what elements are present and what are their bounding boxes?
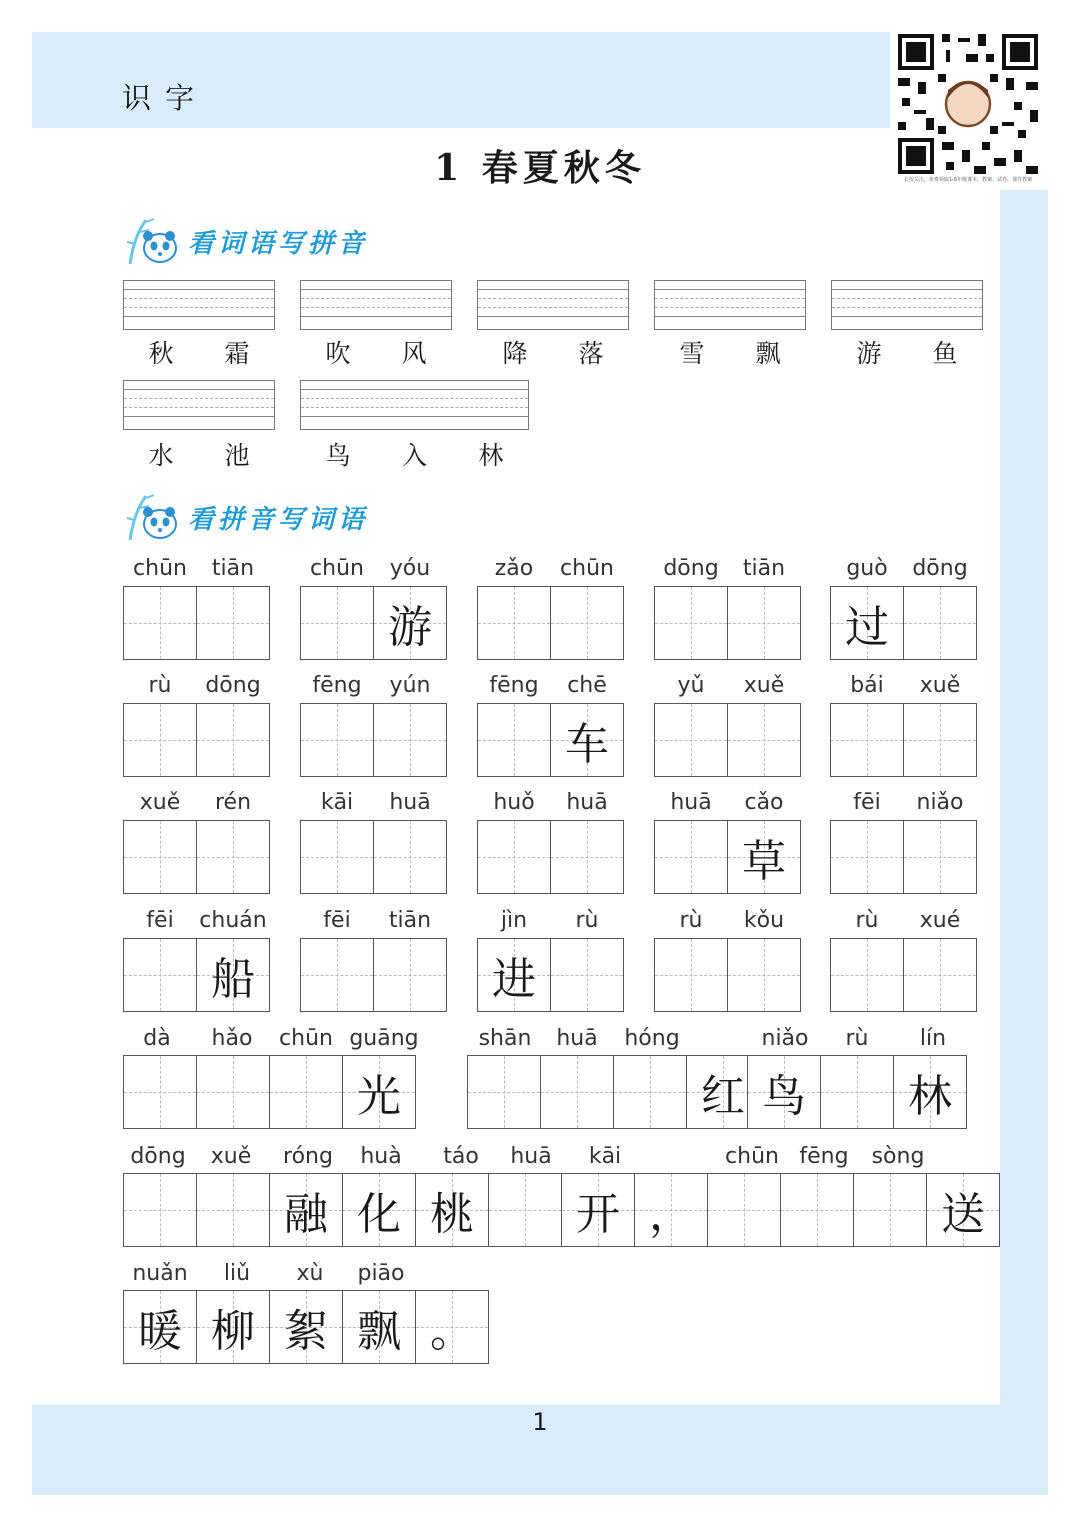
char-cell[interactable] [123,586,197,660]
pinyin-label: chē [567,673,607,698]
char-cell[interactable] [123,1173,197,1247]
char-grid[interactable] [300,938,447,1012]
char-cell[interactable]: 化 [342,1173,416,1247]
pinyin-label: hóng [624,1026,680,1051]
char-grid[interactable] [477,938,624,1012]
char-cell[interactable] [830,820,904,894]
section-label: 识字 [122,81,209,115]
char-cell[interactable] [196,820,270,894]
pinyin-label: rù [148,673,172,698]
pinyin-label: zǎo [494,556,534,581]
panda-bamboo-icon [124,492,182,542]
char-cell[interactable]: 游 [373,586,447,660]
char-cell[interactable] [550,938,624,1012]
pinyin-label: xuě [139,790,181,815]
word-label: 鸟 入 林 [325,441,504,470]
char-grid[interactable] [654,820,801,894]
char-grid[interactable] [654,703,801,777]
pinyin-label: huǒ [493,790,535,815]
pinyin-label: lín [919,1026,947,1051]
char-cell[interactable] [830,938,904,1012]
char-cell[interactable] [196,1173,270,1247]
pinyin-answer-box[interactable] [123,280,275,330]
char-cell[interactable]: 送 [926,1173,1000,1247]
char-cell[interactable] [477,703,551,777]
char-cell[interactable]: 暖 [123,1290,197,1364]
pinyin-label: róng [283,1144,333,1169]
char-cell[interactable]: ， [634,1173,708,1247]
char-cell[interactable]: 絮 [269,1290,343,1364]
pinyin-label: tiān [742,556,786,581]
char-cell[interactable]: 光 [342,1055,416,1129]
pinyin-label: huā [556,1026,598,1051]
char-grid[interactable] [830,586,977,660]
pinyin-label: dōng [205,673,261,698]
char-cell[interactable] [903,703,977,777]
pinyin-label: niǎo [916,790,964,815]
char-cell[interactable] [613,1055,687,1129]
char-cell[interactable]: 柳 [196,1290,270,1364]
char-cell[interactable] [654,586,728,660]
char-grid[interactable] [123,586,270,660]
char-cell[interactable] [373,703,447,777]
pinyin-label: huā [510,1144,552,1169]
qr-code-icon [894,30,1042,178]
char-cell[interactable] [903,820,977,894]
char-cell[interactable] [540,1055,614,1129]
page-number: 1 [532,1408,548,1436]
pinyin-label: liǔ [223,1261,251,1286]
pinyin-label: yóu [389,556,431,581]
pinyin-label: bái [850,673,884,698]
char-cell[interactable] [123,938,197,1012]
char-grid[interactable] [467,1055,760,1129]
panda-bamboo-icon [124,216,182,266]
pinyin-label: táo [443,1144,479,1169]
char-grid[interactable] [123,820,270,894]
pinyin-label: shān [478,1026,532,1051]
char-cell[interactable] [300,820,374,894]
pinyin-answer-box[interactable] [477,280,629,330]
pinyin-label: huà [360,1144,402,1169]
char-cell[interactable] [123,820,197,894]
char-cell[interactable] [488,1173,562,1247]
pinyin-label: huā [670,790,712,815]
pinyin-label: sòng [871,1144,925,1169]
pinyin-label: guò [846,556,888,581]
pinyin-label: guāng [349,1026,419,1051]
pinyin-label: fēng [799,1144,849,1169]
word-label: 降 落 [502,339,604,368]
char-cell[interactable]: 桃 [415,1173,489,1247]
char-cell[interactable]: 。 [415,1290,489,1364]
char-grid[interactable] [830,703,977,777]
pinyin-label: chūn [725,1144,779,1169]
char-cell[interactable] [373,938,447,1012]
char-cell[interactable] [300,586,374,660]
pinyin-label: xù [296,1261,324,1286]
char-cell[interactable] [727,703,801,777]
char-cell[interactable]: 融 [269,1173,343,1247]
word-label: 秋 霜 [148,339,250,368]
char-cell[interactable] [123,703,197,777]
pinyin-label: dōng [663,556,719,581]
pinyin-answer-box[interactable] [831,280,983,330]
char-cell[interactable] [477,820,551,894]
char-cell[interactable] [903,938,977,1012]
char-cell[interactable] [654,820,728,894]
char-cell[interactable]: 船 [196,938,270,1012]
word-label: 雪 飘 [679,339,781,368]
pinyin-label: fēi [146,908,174,933]
heading-text: 看词语写拼音 [188,228,369,259]
pinyin-label: chūn [310,556,364,581]
char-cell[interactable] [727,586,801,660]
char-cell[interactable] [300,703,374,777]
char-grid[interactable] [477,586,624,660]
char-cell[interactable] [123,1055,197,1129]
pinyin-label: nuǎn [132,1261,188,1286]
pinyin-label: fēng [312,673,362,698]
char-cell[interactable] [654,938,728,1012]
char-grid[interactable] [300,586,447,660]
char-cell[interactable]: 草 [727,820,801,894]
char-cell[interactable] [300,938,374,1012]
pinyin-label: yǔ [677,673,705,698]
char-cell[interactable] [196,703,270,777]
pinyin-answer-box[interactable] [300,280,452,330]
char-cell[interactable]: 进 [477,938,551,1012]
sentence-grid[interactable] [123,1290,489,1364]
heading-write-words [124,492,368,542]
pinyin-label: niǎo [761,1026,809,1051]
char-cell[interactable] [550,586,624,660]
char-grid[interactable] [654,938,801,1012]
char-cell[interactable] [820,1055,894,1129]
char-cell[interactable] [467,1055,541,1129]
lesson-title: 1 春夏秋冬 [434,147,646,189]
pinyin-label: rén [214,790,252,815]
char-cell[interactable] [269,1055,343,1129]
char-cell[interactable] [550,820,624,894]
char-grid[interactable] [123,1055,416,1129]
pinyin-answer-box[interactable] [654,280,806,330]
pinyin-label: xuě [743,673,785,698]
char-grid[interactable] [123,938,270,1012]
char-grid[interactable] [300,820,447,894]
char-cell[interactable] [780,1173,854,1247]
pinyin-label: chūn [560,556,614,581]
pinyin-label: dà [143,1026,171,1051]
pinyin-label: tiān [388,908,432,933]
char-cell[interactable] [830,703,904,777]
pinyin-label: cǎo [744,790,784,815]
sentence-grid[interactable] [123,1173,1000,1247]
char-cell[interactable]: 飘 [342,1290,416,1364]
pinyin-label: chūn [133,556,187,581]
pinyin-label: chuán [199,908,267,933]
char-grid[interactable] [300,703,447,777]
pinyin-answer-box[interactable] [123,380,275,430]
pinyin-label: xuě [210,1144,252,1169]
pinyin-label: fēi [853,790,881,815]
pinyin-label: tiān [211,556,255,581]
pinyin-label: fēng [489,673,539,698]
pinyin-label: jìn [500,908,528,933]
char-grid[interactable] [830,938,977,1012]
side-band [1000,190,1048,1405]
heading-write-pinyin [124,216,368,266]
pinyin-answer-box[interactable] [300,380,529,430]
pinyin-label: hǎo [211,1026,253,1051]
pinyin-label: chūn [279,1026,333,1051]
pinyin-label: huā [389,790,431,815]
char-grid[interactable] [830,820,977,894]
char-cell[interactable]: 过 [830,586,904,660]
pinyin-label: kāi [320,790,354,815]
qr-caption: 长按关注，免费领取1-6年级课本、教案、试卷、课件教案 [903,177,1033,183]
pinyin-label: rù [855,908,879,933]
word-label: 游 鱼 [856,339,958,368]
char-cell[interactable] [196,1055,270,1129]
pinyin-label: kǒu [743,908,785,933]
word-label: 吹 风 [325,339,427,368]
char-cell[interactable] [727,938,801,1012]
pinyin-label: fēi [323,908,351,933]
pinyin-label: rù [679,908,703,933]
char-grid[interactable] [654,586,801,660]
char-cell[interactable] [903,586,977,660]
word-label: 水 池 [148,441,250,470]
pinyin-label: xuě [919,673,961,698]
char-cell[interactable] [853,1173,927,1247]
pinyin-label: piāo [357,1261,405,1286]
pinyin-label: dōng [912,556,968,581]
pinyin-label: yún [389,673,431,698]
char-grid[interactable] [477,820,624,894]
char-cell[interactable] [654,703,728,777]
char-cell[interactable] [196,586,270,660]
pinyin-label: huā [566,790,608,815]
char-cell[interactable] [373,820,447,894]
char-cell[interactable]: 车 [550,703,624,777]
char-cell[interactable]: 红 [686,1055,760,1129]
char-cell[interactable]: 林 [893,1055,967,1129]
char-cell[interactable]: 鸟 [747,1055,821,1129]
char-grid[interactable] [477,703,624,777]
pinyin-label: kāi [588,1144,622,1169]
char-grid[interactable] [123,703,270,777]
char-cell[interactable] [707,1173,781,1247]
pinyin-label: rù [575,908,599,933]
char-grid[interactable] [747,1055,967,1129]
char-cell[interactable] [477,586,551,660]
pinyin-label: xué [919,908,961,933]
pinyin-label: dōng [130,1144,186,1169]
char-cell[interactable]: 开 [561,1173,635,1247]
heading-text: 看拼音写词语 [188,504,369,535]
pinyin-label: rù [845,1026,869,1051]
